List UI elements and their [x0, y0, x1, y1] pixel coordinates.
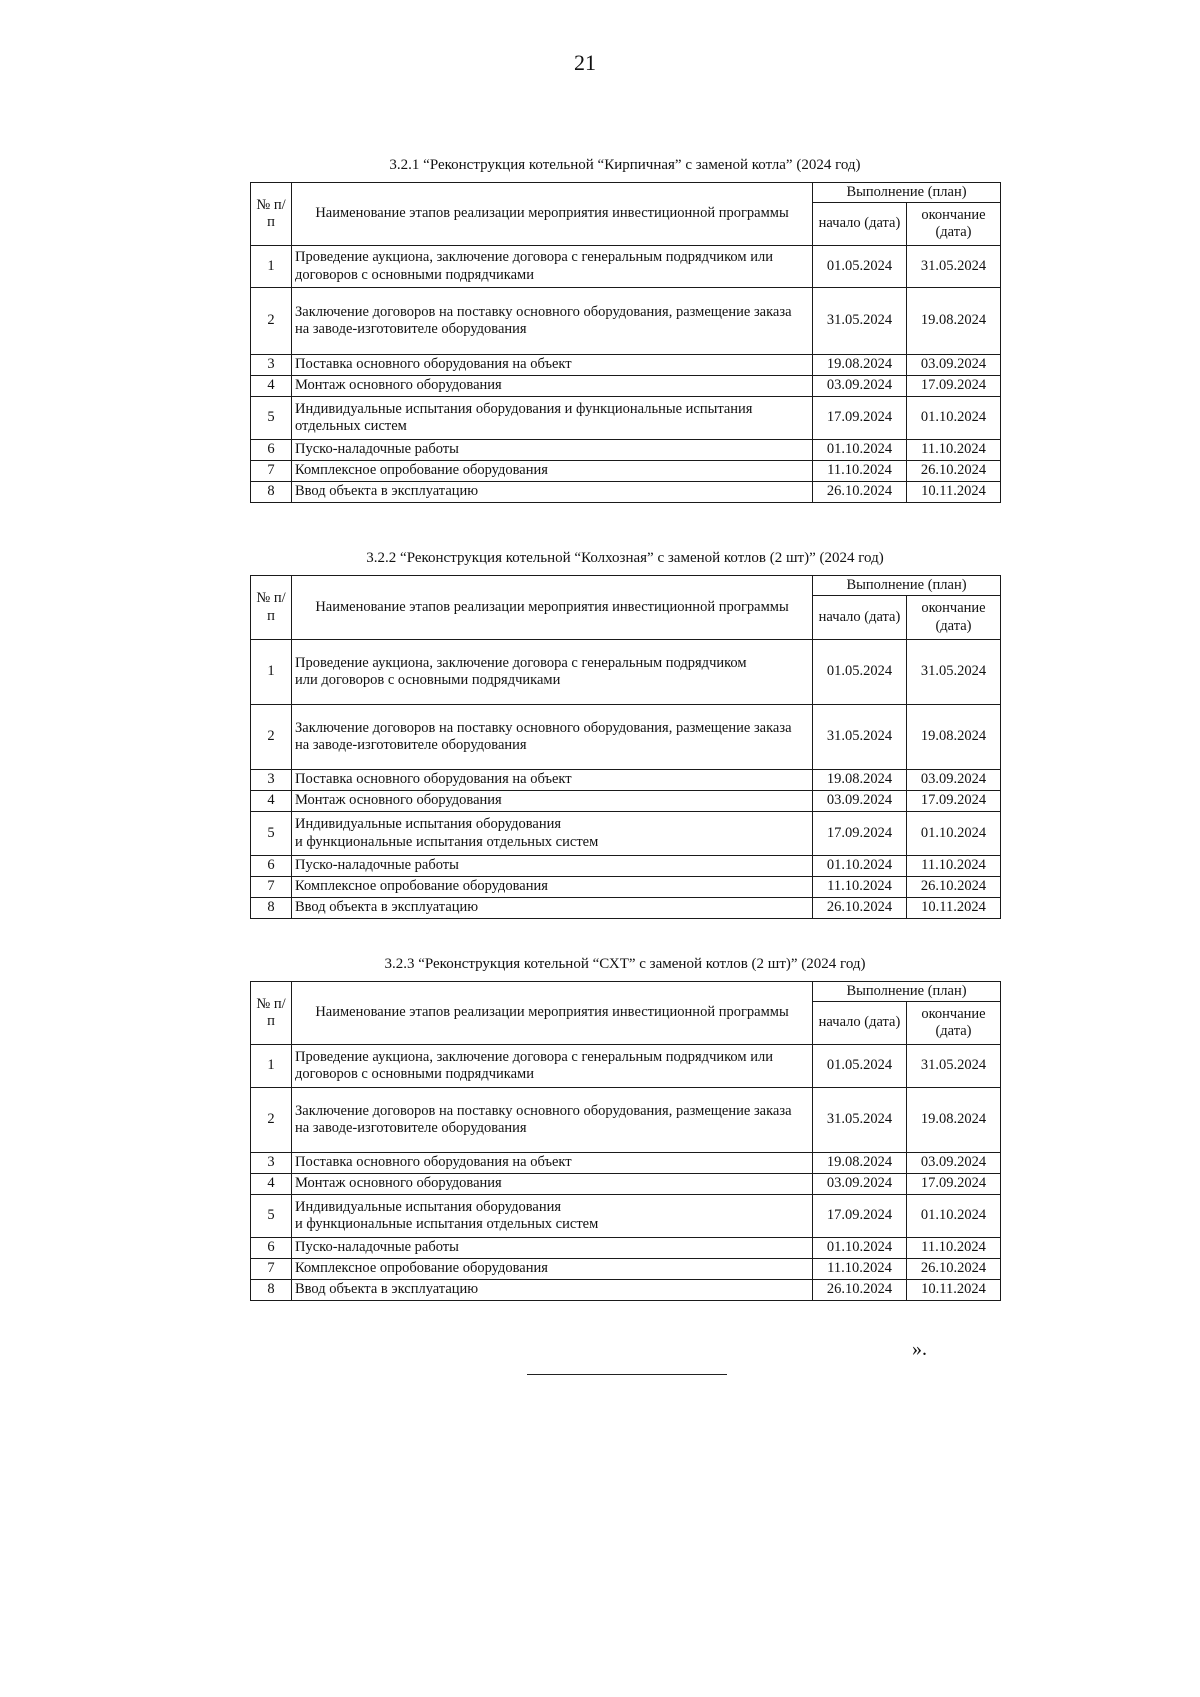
col-num-header: № п/п	[251, 183, 292, 246]
start-date: 01.10.2024	[813, 1238, 907, 1259]
row-number: 8	[251, 482, 292, 503]
stage-name: Пуско-наладочные работы	[292, 440, 813, 461]
table-row	[251, 640, 1001, 705]
row-number: 6	[251, 856, 292, 877]
stage-name: Монтаж основного оборудования	[292, 791, 813, 812]
stage-name: Ввод объекта в эксплуатацию	[292, 1280, 813, 1301]
start-date: 19.08.2024	[813, 1153, 907, 1174]
start-date: 26.10.2024	[813, 482, 907, 503]
col-stage-header: Наименование этапов реализации мероприятия инвестиционной программы	[292, 576, 813, 640]
end-date: 03.09.2024	[907, 770, 1001, 791]
row-number: 6	[251, 440, 292, 461]
stage-name: Проведение аукциона, заключение договора с генеральным подрядчиком или договоров с основными подрядчиками	[292, 246, 813, 288]
stage-name: Комплексное опробование оборудования	[292, 877, 813, 898]
row-number: 4	[251, 791, 292, 812]
col-execution-header: Выполнение (план)	[813, 982, 1001, 1002]
col-num-header: № п/п	[251, 982, 292, 1045]
end-date: 03.09.2024	[907, 355, 1001, 376]
table-row	[251, 877, 1001, 898]
start-date: 01.05.2024	[813, 1045, 907, 1088]
table-row	[251, 1153, 1001, 1174]
end-date: 01.10.2024	[907, 812, 1001, 856]
section-title: 3.2.1 “Реконструкция котельной “Кирпичная” с заменой котла” (2024 год)	[389, 157, 861, 173]
end-date: 31.05.2024	[907, 640, 1001, 705]
row-number: 3	[251, 770, 292, 791]
schedule-table	[250, 981, 1001, 1301]
stage-name: Поставка основного оборудования на объект	[292, 1153, 813, 1174]
schedule-table	[250, 182, 1001, 503]
end-date: 03.09.2024	[907, 1153, 1001, 1174]
col-execution-header: Выполнение (план)	[813, 576, 1001, 596]
section-3-2-3	[250, 956, 1000, 1301]
row-number: 1	[251, 246, 292, 288]
start-date: 01.10.2024	[813, 856, 907, 877]
start-date: 17.09.2024	[813, 1195, 907, 1238]
start-date: 31.05.2024	[813, 705, 907, 770]
row-number: 6	[251, 1238, 292, 1259]
end-date: 31.05.2024	[907, 246, 1001, 288]
row-number: 3	[251, 1153, 292, 1174]
row-number: 7	[251, 1259, 292, 1280]
stage-name: Ввод объекта в эксплуатацию	[292, 482, 813, 503]
table-row	[251, 288, 1001, 355]
col-start-header: начало (дата)	[813, 203, 907, 246]
start-date: 19.08.2024	[813, 355, 907, 376]
end-rule-divider	[527, 1374, 727, 1375]
page-number: 21	[574, 50, 596, 75]
row-number: 1	[251, 640, 292, 705]
stage-name: Пуско-наладочные работы	[292, 856, 813, 877]
table-row	[251, 791, 1001, 812]
start-date: 31.05.2024	[813, 1088, 907, 1153]
start-date: 01.10.2024	[813, 440, 907, 461]
row-number: 5	[251, 1195, 292, 1238]
stage-name: Поставка основного оборудования на объект	[292, 355, 813, 376]
col-stage-header: Наименование этапов реализации мероприятия инвестиционной программы	[292, 183, 813, 246]
row-number: 3	[251, 355, 292, 376]
end-date: 19.08.2024	[907, 705, 1001, 770]
col-num-header: № п/п	[251, 576, 292, 640]
row-number: 4	[251, 1174, 292, 1195]
end-date: 26.10.2024	[907, 877, 1001, 898]
end-date: 11.10.2024	[907, 440, 1001, 461]
stage-name: Монтаж основного оборудования	[292, 1174, 813, 1195]
table-row	[251, 355, 1001, 376]
closing-quote-mark: ».	[912, 1338, 927, 1360]
stage-name: Индивидуальные испытания оборудования и функциональные испытания отдельных систем	[292, 812, 813, 856]
table-row	[251, 898, 1001, 919]
table-row	[251, 461, 1001, 482]
col-start-header: начало (дата)	[813, 1002, 907, 1045]
start-date: 03.09.2024	[813, 791, 907, 812]
table-row	[251, 856, 1001, 877]
end-date: 19.08.2024	[907, 1088, 1001, 1153]
table-row	[251, 705, 1001, 770]
stage-name: Пуско-наладочные работы	[292, 1238, 813, 1259]
row-number: 7	[251, 877, 292, 898]
section-title: 3.2.3 “Реконструкция котельной “СХТ” с заменой котлов (2 шт)” (2024 год)	[384, 956, 866, 972]
stage-name: Заключение договоров на поставку основного оборудования, размещение заказа на заводе-изготовителе оборудования	[292, 288, 813, 355]
row-number: 5	[251, 397, 292, 440]
start-date: 17.09.2024	[813, 812, 907, 856]
stage-name: Заключение договоров на поставку основного оборудования, размещение заказа на заводе-изготовителе оборудования	[292, 705, 813, 770]
end-date: 26.10.2024	[907, 1259, 1001, 1280]
stage-name: Заключение договоров на поставку основного оборудования, размещение заказа на заводе-изготовителе оборудования	[292, 1088, 813, 1153]
start-date: 03.09.2024	[813, 1174, 907, 1195]
col-stage-header: Наименование этапов реализации мероприятия инвестиционной программы	[292, 982, 813, 1045]
end-date: 17.09.2024	[907, 376, 1001, 397]
table-row	[251, 1280, 1001, 1301]
col-execution-header: Выполнение (план)	[813, 183, 1001, 203]
row-number: 8	[251, 1280, 292, 1301]
start-date: 11.10.2024	[813, 877, 907, 898]
header-row	[251, 576, 1001, 596]
row-number: 4	[251, 376, 292, 397]
col-end-header: окончание (дата)	[907, 203, 1001, 246]
start-date: 26.10.2024	[813, 898, 907, 919]
start-date: 19.08.2024	[813, 770, 907, 791]
end-date: 10.11.2024	[907, 482, 1001, 503]
stage-name: Комплексное опробование оборудования	[292, 461, 813, 482]
schedule-table	[250, 575, 1001, 919]
table-row	[251, 482, 1001, 503]
section-title: 3.2.2 “Реконструкция котельной “Колхозная” с заменой котлов (2 шт)” (2024 год)	[366, 550, 884, 566]
row-number: 8	[251, 898, 292, 919]
stage-name: Комплексное опробование оборудования	[292, 1259, 813, 1280]
section-3-2-1	[250, 157, 1000, 503]
end-date: 11.10.2024	[907, 856, 1001, 877]
start-date: 11.10.2024	[813, 461, 907, 482]
end-date: 01.10.2024	[907, 397, 1001, 440]
col-end-header: окончание (дата)	[907, 1002, 1001, 1045]
end-date: 31.05.2024	[907, 1045, 1001, 1088]
end-date: 19.08.2024	[907, 288, 1001, 355]
table-row	[251, 1238, 1001, 1259]
table-row	[251, 376, 1001, 397]
table-row	[251, 1174, 1001, 1195]
start-date: 26.10.2024	[813, 1280, 907, 1301]
start-date: 17.09.2024	[813, 397, 907, 440]
col-start-header: начало (дата)	[813, 596, 907, 640]
table-row	[251, 1195, 1001, 1238]
end-date: 01.10.2024	[907, 1195, 1001, 1238]
section-3-2-2	[250, 550, 1000, 919]
header-row	[251, 982, 1001, 1002]
table-row	[251, 440, 1001, 461]
table-row	[251, 246, 1001, 288]
table-row	[251, 1088, 1001, 1153]
row-number: 1	[251, 1045, 292, 1088]
row-number: 7	[251, 461, 292, 482]
end-date: 10.11.2024	[907, 898, 1001, 919]
table-row	[251, 1045, 1001, 1088]
table-row	[251, 397, 1001, 440]
start-date: 03.09.2024	[813, 376, 907, 397]
end-date: 26.10.2024	[907, 461, 1001, 482]
stage-name: Индивидуальные испытания оборудования и функциональные испытания отдельных систем	[292, 1195, 813, 1238]
end-date: 10.11.2024	[907, 1280, 1001, 1301]
start-date: 31.05.2024	[813, 288, 907, 355]
stage-name: Ввод объекта в эксплуатацию	[292, 898, 813, 919]
row-number: 5	[251, 812, 292, 856]
table-row	[251, 770, 1001, 791]
table-row	[251, 812, 1001, 856]
start-date: 01.05.2024	[813, 246, 907, 288]
end-date: 17.09.2024	[907, 1174, 1001, 1195]
end-date: 11.10.2024	[907, 1238, 1001, 1259]
row-number: 2	[251, 1088, 292, 1153]
stage-name: Проведение аукциона, заключение договора с генеральным подрядчиком или договоров с основными подрядчиками	[292, 640, 813, 705]
col-end-header: окончание (дата)	[907, 596, 1001, 640]
row-number: 2	[251, 288, 292, 355]
start-date: 01.05.2024	[813, 640, 907, 705]
row-number: 2	[251, 705, 292, 770]
table-row	[251, 1259, 1001, 1280]
stage-name: Поставка основного оборудования на объект	[292, 770, 813, 791]
start-date: 11.10.2024	[813, 1259, 907, 1280]
header-row	[251, 183, 1001, 203]
stage-name: Монтаж основного оборудования	[292, 376, 813, 397]
stage-name: Проведение аукциона, заключение договора с генеральным подрядчиком или договоров с основными подрядчиками	[292, 1045, 813, 1088]
stage-name: Индивидуальные испытания оборудования и функциональные испытания отдельных систем	[292, 397, 813, 440]
end-date: 17.09.2024	[907, 791, 1001, 812]
